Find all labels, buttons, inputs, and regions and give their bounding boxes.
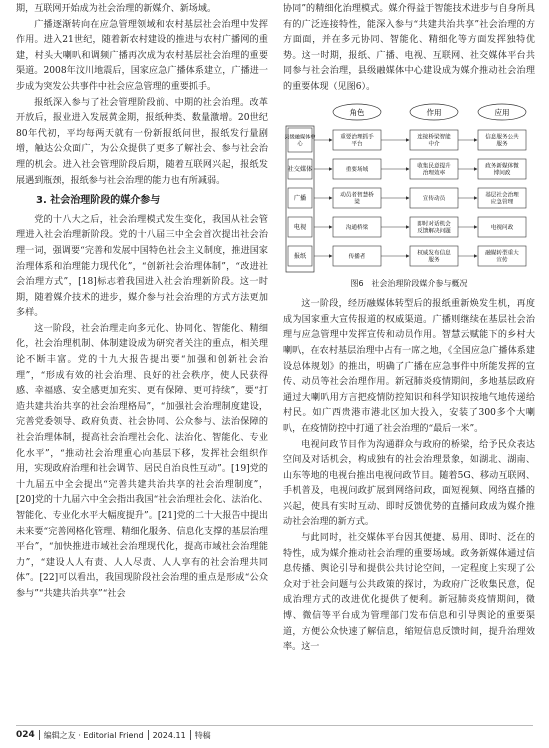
application-box-label: 政务新媒体微博问政 [485, 162, 519, 176]
paragraph: 期，互联网开始成为社会治理的新媒介、新场域。 [16, 4, 217, 14]
paragraph: 党的十八大之后，社会治理模式发生变化，我国从社会管理进入社会治理新阶段。党的十八届三中全会首次提出社会治理一词，强调要“完善和发展中国特色社会主义制度，推进国家治理体系和治理能力现代化”，“创新社会治理体制”，“改进社会治理方式”，[18]标志着我国进入社会治理新阶段。这一时期，随着媒介技术的进步，媒介参与社会治理的方式方法更加多样。 [16, 214, 268, 319]
right-column [283, 2, 535, 656]
media-participation-diagram [283, 102, 535, 274]
application-box-label: 信息服务公共服务 [485, 133, 519, 147]
divider [190, 730, 191, 740]
left-column [16, 2, 268, 603]
media-label: 县级融媒体中心 [284, 133, 316, 147]
media-label: 广播 [293, 194, 307, 202]
paragraph: 这一阶段，经历融媒体转型后的报纸重新焕发生机，再度成为国家重大宣传报道的权威渠道。广播则继续在基层社会治理与应急管理中发挥宣传和动员作用。智慧云赋能下的乡村大喇叭，在农村基层治理中占有一席之地，《全国应急广播体系建设总体规划》的推出，明确了广播在应急事件中所能发挥的宣传、动员等社会治理作用。新冠肺炎疫情期间，多地基层政府通过大喇叭用方言把疫情防控知识和科学知识按地气地传递给村民。如广西贵港市港北区加大投入，安装了300多个大喇叭，在疫情防控中打通了社会治理的“最后一米”。 [283, 299, 535, 434]
role-box-label: 重要场域 [345, 166, 369, 173]
function-box-label: 即时对话机会反馈解决问题 [417, 220, 451, 234]
role-box-label: 重要治理抓手平台 [340, 133, 374, 147]
header-role: 角色 [349, 107, 365, 117]
paragraph: 这一阶段，社会治理走向多元化、协同化、智能化、精细化，社会治理机制、体制建设成为研究者关注的重点，相关理论不断丰富。党的十九大报告提出要“加强和创新社会治理”，“形成有效的社会治理、良好的社会秩序，使人民获得感、幸福感、安全感更加充实、更有保障、更可持续”，要“打造共建共治共享的社会治理格局”，“加强社会治理制度建设，完善党委领导、政府负责、社会协同、公众参与、法治保障的社会治理体制，提高社会治理社会化、法治化、智能化、专业化水平”，“推动社会治理重心向基层下移，发挥社会组织作用，实现政府治理和社会调节、居民自治良性互动”。[19]党的十九届五中全会提出“完善共建共治共享的社会治理制度”，[20]党的十九届六中全会指出我国“社会治理社会化、法治化、智能化、专业化水平大幅度提升”。[21]党的二十大报告中提出未来要“完善网格化管理、精细化服务、信息化支撑的基层治理平台”，“加快推进市域社会治理现代化，提高市域社会治理能力”，“建设人人有责、人人尽责、人人享有的社会治理共同体”。[22]可以看出，我国现阶段社会治理的重点是形成“公众参与”“共建共治共享”“社会 [16, 323, 268, 599]
media-label: 电视 [293, 223, 307, 231]
paragraph: 报纸深入参与了社会管理阶段前、中期的社会治理。改革开放后，报业进入发展黄金期，报纸种类、数量激增。20世纪80年代初，平均每两天就有一份新报纸问世，报纸发行量剧增，触达公众面广，为公众提供了更多了解社会、参与社会治理的机会。进入社会管理阶段后期，随着互联网兴起，报纸发展遇到瓶颈，报纸参与社会治理的能力也有所减弱。 [16, 97, 268, 186]
function-box-label: 收集民意提升治理效率 [417, 162, 451, 176]
figure-6 [283, 102, 535, 274]
paragraph: 广播逐渐转向在应急管理领域和农村基层社会治理中发挥作用。进入21世纪，随着新农村建设的推进与农村广播网的重建，村头大喇叭和调频广播再次成为农村基层社会治理的重要渠道。2008年汶川地震后，国家应急广播体系建立，广播进一步成为突发公共事件中社会应急管理的重要抓手。 [16, 19, 268, 92]
function-box-label: 连接桥梁智能中介 [417, 133, 451, 147]
section-label: 特稿 [194, 730, 211, 740]
paragraph: 电视问政节目作为沟通群众与政府的桥梁，给予民众表达空间及对话机会，构成独有的社会治理景象，如湖北、湖南、山东等地的电视台推出电视问政节目。随着5G、移动互联网、手机普及，电视问政扩展到网络问政，面短视频、网络直播的兴起，使具有实时互动、即时反馈优势的直播问政成为媒介推动社会治理的新方式。 [283, 439, 535, 528]
role-box-label: 传播者 [348, 253, 366, 260]
page-number: 024 [16, 730, 35, 740]
paragraph: 协同”的精细化治理模式。媒介得益于智能技术进步与自身所具有的广泛连接特性，能深入参与“共建共治共享”社会治理的方方面面，并在多元协同、智能化、精细化等方面发挥独特优势。这一时期，报纸、广播、电视、互联网、社交媒体平台共同参与社会治理，县级融媒体中心建设成为媒介推动社会治理的重要体现（见图6）。 [283, 4, 535, 92]
issue-date: 2024.11 [152, 730, 186, 740]
header-function: 作用 [426, 107, 442, 117]
paragraph: 与此同时，社交媒体平台因其便捷、易用、即时、泛在的特性，成为媒介推动社会治理的重要场域。政务新媒体通过信息传播、舆论引导和提供公共讨论空间，一定程度上实现了公众对于社会问题与公共政策的探讨，为政府广泛收集民意，促成治理方式的改进优化提供了便利。新冠肺炎疫情期间，微博、微信等平台成为管理部门发布信息和引导舆论的重要渠道，方便公众快速了解信息，缩短信息反馈时间，提升治理效率。这一 [283, 533, 535, 653]
divider [39, 730, 40, 740]
function-box-label: 宣传动员 [422, 195, 446, 202]
divider [148, 730, 149, 740]
section-title: 3. 社会治理阶段的媒介参与 [36, 195, 161, 207]
application-box-label: 基层社会治理应急管理 [485, 191, 519, 205]
function-box-label: 权威发布信息服务 [417, 249, 451, 263]
media-label: 社交媒体 [287, 165, 313, 173]
role-box-label: 动员者智慧桥梁 [340, 191, 374, 205]
header-application: 应用 [494, 107, 510, 117]
journal-name: 编辑之友 · Editorial Friend [43, 730, 144, 740]
application-box-label: 电视问政 [490, 224, 514, 231]
role-box-label: 沟通桥梁 [345, 224, 369, 231]
figure-caption: 图6 社会治理阶段媒介参与概况 [350, 278, 468, 288]
application-box-label: 融媒转型重大宣传 [485, 249, 519, 263]
media-label: 报纸 [293, 252, 307, 260]
page-footer [16, 725, 533, 742]
